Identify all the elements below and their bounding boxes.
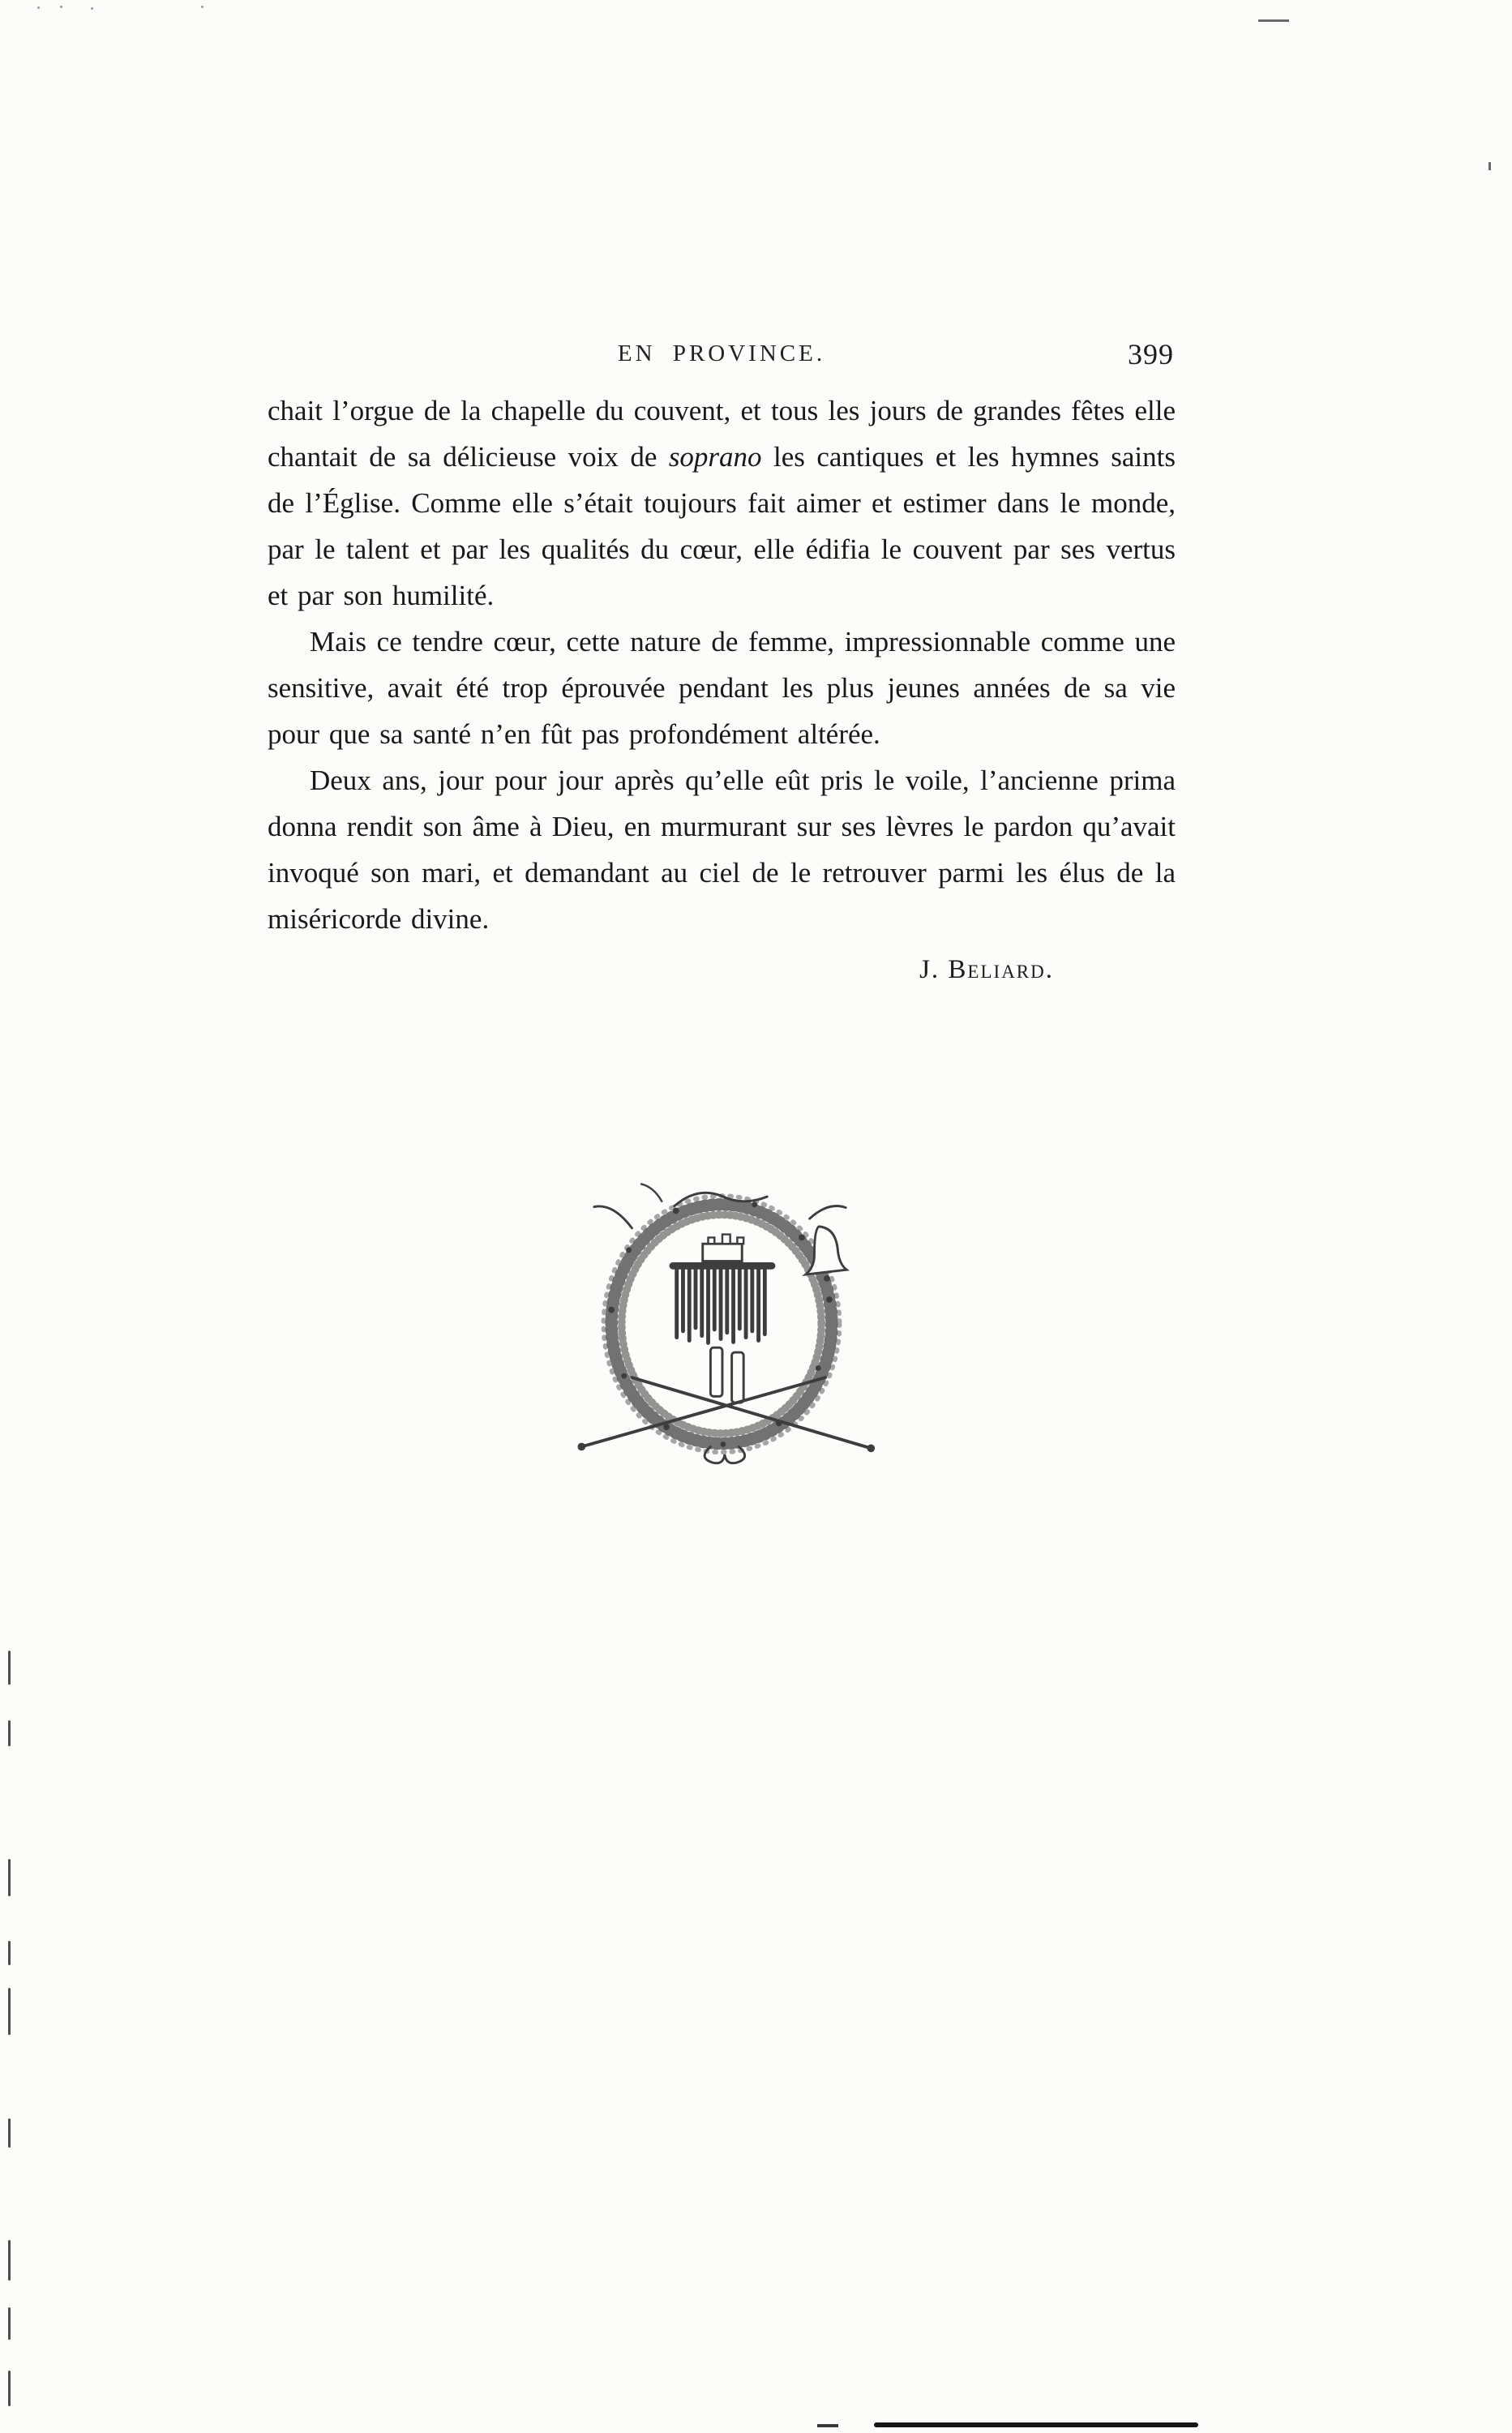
scan-speck [91,7,93,10]
scan-edge-mark [8,2240,11,2281]
body-paragraphs [268,388,1176,942]
scan-speck [201,6,203,8]
text-run: Deux ans, jour pour jour après qu’elle eût pris le voile, l’ancienne prima donna rendit son âme à Dieu, en murmurant sur ses lèvres le pardon qu’avait invoqué son mari, et demandant au ciel de le retrouver parmi les élus de la miséricorde divine. [268,765,1176,935]
scan-edge-mark [8,2118,11,2148]
page-header [268,338,1176,383]
scan-speck [37,6,40,9]
scan-edge-mark [8,1988,11,2035]
scan-edge-mark [8,1651,11,1685]
running-title: EN PROVINCE. [617,341,826,366]
scan-bottom-streak [874,2422,1198,2427]
scan-dash [1488,162,1491,170]
scan-edge-mark [8,1720,11,1746]
text-run: Mais ce tendre cœur, cette nature de femme, impressionnable comme une sensitive, avait été trop éprouvée pendant les plus jeunes années de sa vie pour que sa santé n’en fût pas profondément altérée. [268,626,1176,750]
paragraph [268,757,1176,942]
book-page [268,338,1176,1484]
scan-edge-mark [8,1859,11,1896]
text-run: chait l’orgue de la chapelle du couvent, et tous les jours de grandes fêtes elle chantait de sa délicieuse voix de [268,395,1176,473]
engraving-vignette [268,1170,1176,1484]
italic-text-run: soprano [668,441,762,473]
page-number: 399 [1128,338,1174,371]
paragraph [268,619,1176,757]
author-signature: J. Beliard. [919,955,1054,984]
text-run: les cantiques et les hymnes saints de l’Église. Comme elle s’était toujours fait aimer et estimer dans le monde, par le talent et par les qualités du cœur, elle édifia le couvent par ses vertus et par son humilité. [268,441,1176,611]
scan-edge-mark [8,1941,11,1965]
scan-dash [1258,19,1289,22]
scan-bottom-tick [817,2424,838,2427]
wreath-pipes-illustration [555,1170,888,1484]
paragraph [268,388,1176,619]
scan-speck [60,6,62,8]
scan-edge-mark [8,2371,11,2406]
scan-edge-mark [8,2307,11,2340]
